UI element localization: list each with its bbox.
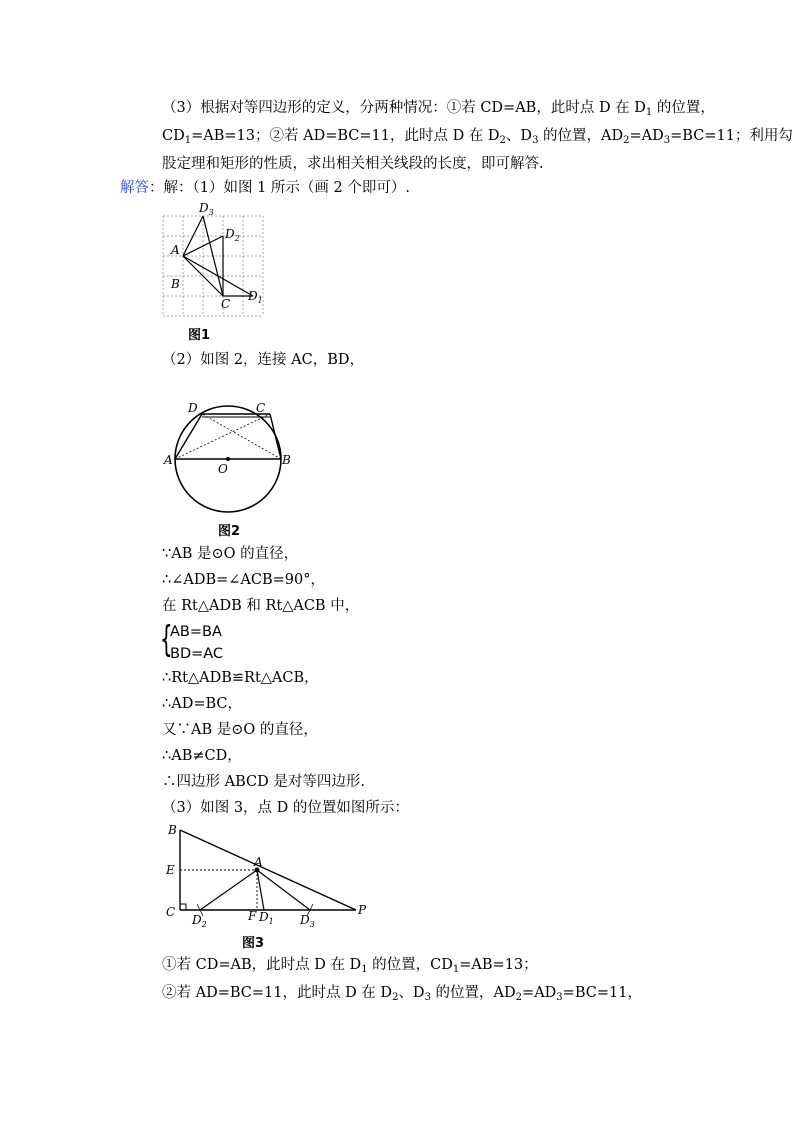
segment-AD2 — [200, 870, 257, 910]
fig2-label-C: C — [256, 401, 266, 415]
figure-2 — [160, 398, 300, 516]
subscript: 3 — [663, 135, 671, 146]
fig1-label-D2: $D_2$ — [225, 227, 240, 243]
system-eq-2: BD=AC — [170, 646, 224, 662]
analysis-text: 的位置，AD — [538, 128, 624, 144]
proof-line-1: ∵AB 是⊙O 的直径， — [162, 546, 299, 562]
fig1-lines — [183, 216, 253, 296]
fig1-label-A: A — [171, 243, 180, 257]
subscript: 2 — [623, 135, 630, 146]
analysis-text: =BC=11；利用勾 — [670, 128, 793, 144]
fig2-label-D: D — [188, 401, 198, 415]
fig3-label-P: P — [358, 903, 367, 917]
fig2-label-O: O — [218, 462, 228, 476]
subscript: 2 — [499, 135, 506, 146]
fig3-label-C: C — [166, 905, 176, 919]
proof-line-3: 在 Rt△ADB 和 Rt△ACB 中， — [162, 598, 360, 614]
case1-line: ①若 CD=AB，此时点 D 在 $D_1$ 的位置，$CD_1=AB=13$； — [162, 957, 538, 975]
segment-BC — [270, 414, 281, 459]
subscript: 3 — [532, 135, 539, 146]
segment-AD1 — [257, 870, 264, 910]
proof-line-2: ∴∠ADB=∠ACB=90°， — [162, 572, 325, 588]
fig3-label-D1: $D_1$ — [259, 910, 274, 926]
subscript: 1 — [184, 135, 192, 146]
analysis-text: =AD — [629, 128, 664, 144]
figure-3 — [160, 822, 375, 934]
fig1-label-B: B — [171, 277, 180, 291]
right-angle-mark — [180, 904, 186, 910]
fig2-label-A: A — [164, 453, 173, 467]
fig2-caption: 图2 — [218, 524, 241, 539]
fig1-label-D1: $D_1$ — [248, 289, 263, 305]
fig3-label-A: A — [254, 855, 263, 869]
proof-line-5: ∴AD=BC， — [162, 696, 242, 712]
analysis-text: CD — [162, 128, 185, 144]
system-eq-1: AB=BA — [170, 624, 222, 640]
analysis-line-1 — [162, 98, 715, 118]
analysis-text: 的位置， — [652, 100, 715, 116]
segment-AD — [175, 414, 202, 459]
fig3-label-E: E — [166, 863, 175, 877]
part2-intro: （2）如图 2，连接 AC，BD， — [162, 352, 365, 368]
fig3-label-D2: $D_2$ — [192, 913, 207, 929]
center-dot — [226, 457, 230, 461]
fig3-label-F: F — [248, 909, 257, 923]
segment-BP — [180, 830, 356, 910]
subscript: 1 — [645, 107, 653, 118]
analysis-text: =AB=13；②若 AD=BC=11，此时点 D 在 D — [191, 128, 500, 144]
segment-AD3 — [257, 870, 310, 910]
case2-line: ②若 AD=BC=11，此时点 D 在 $D_2$、$D_3$ 的位置，$AD_2=AD_3=BC=11$， — [162, 985, 642, 1003]
analysis-line-2 — [162, 126, 793, 146]
fig1-label-C: C — [221, 297, 231, 311]
answer-colon: ： — [149, 180, 164, 196]
answer-line — [120, 178, 410, 198]
fig2-label-B: B — [282, 453, 291, 467]
answer-label: 解答 — [120, 180, 149, 196]
fig1-caption: 图1 — [188, 328, 211, 343]
analysis-text: 、D — [505, 128, 533, 144]
proof-line-6: 又∵AB 是⊙O 的直径， — [162, 722, 318, 738]
proof-line-8: ∴四边形 ABCD 是对等四边形. — [162, 774, 365, 790]
analysis-line-3: 股定理和矩形的性质，求出相关相关线段的长度，即可解答. — [162, 156, 544, 172]
analysis-text: （3）根据对等四边形的定义，分两种情况：①若 CD=AB，此时点 D 在 D — [162, 100, 646, 116]
figure-1 — [155, 198, 270, 320]
part3-intro: （3）如图 3，点 D 的位置如图所示： — [162, 800, 409, 816]
fig3-label-D3: $D_3$ — [300, 913, 315, 929]
diag-BD — [202, 414, 281, 459]
system-brace: { — [160, 619, 173, 660]
proof-line-4: ∴Rt△ADB≌Rt△ACB， — [162, 670, 319, 686]
proof-line-7: ∴AB≠CD， — [162, 748, 242, 764]
answer-part1: 解：（1）如图 1 所示（画 2 个即可）. — [163, 180, 410, 196]
fig3-label-B: B — [168, 823, 177, 837]
fig1-label-D3: $D_3$ — [199, 201, 214, 217]
fig3-caption: 图3 — [242, 936, 265, 951]
